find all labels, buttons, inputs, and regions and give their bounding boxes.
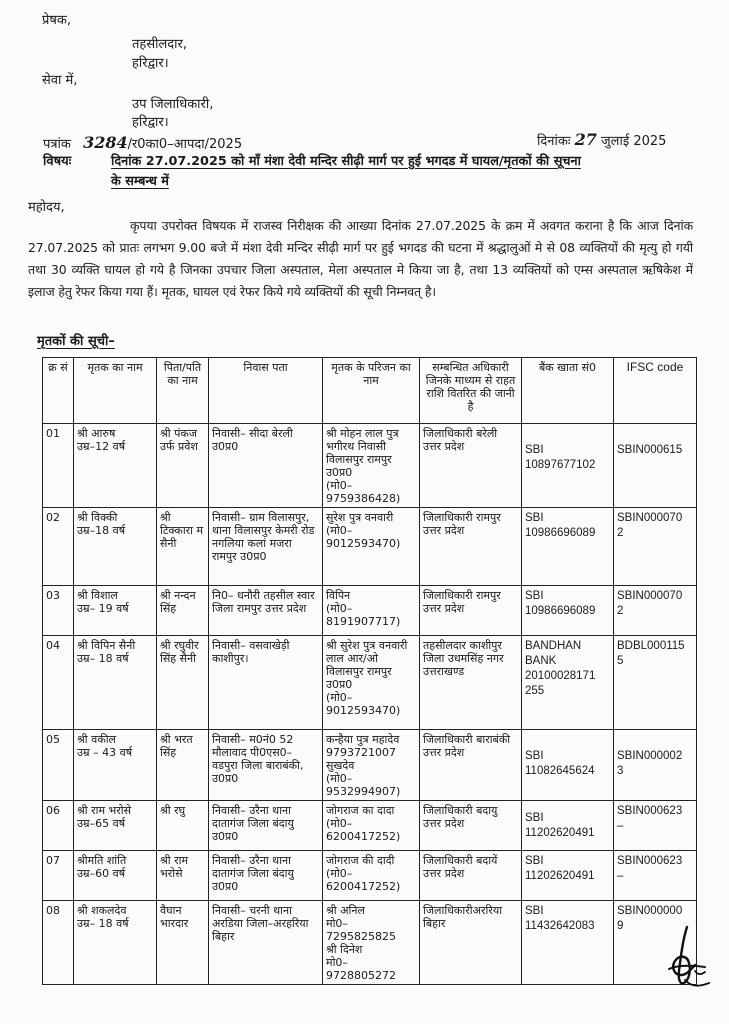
cell-sn: 05 (43, 730, 74, 801)
cell-ifsc: SBIN000070 2 (614, 508, 697, 586)
header-sn: क्र सं (43, 358, 74, 424)
from-name: तहसीलदार, (132, 37, 188, 52)
table-row (43, 508, 697, 586)
to-label: सेवा में, (42, 73, 78, 88)
cell-sn: 08 (43, 901, 74, 985)
signature-image (665, 925, 715, 995)
subject-line-1: दिनांक 27.07.2025 को माँ मंशा देवी मन्दिर सीढ़ी मार्ग पर हुई भगदड में घायल/मृतकों की सूचना (111, 154, 581, 169)
letter-date (537, 131, 666, 150)
cell-officer: जिलाधिकारी बदायु उत्तर प्रदेश (420, 801, 522, 851)
cell-ifsc: SBIN000623 – (614, 851, 697, 901)
cell-relative: श्री मोहन लाल पुत्र भगीरथ निवासी विलासपुर रामपुर उ0प्र0 (मो0–9759386428) (323, 424, 420, 508)
cell-officer: तहसीलदार काशीपुर जिला उधमसिंह नगर उत्तराखण्ड (420, 636, 522, 730)
table-row (43, 730, 697, 801)
date-suffix: जुलाई 2025 (601, 134, 667, 149)
cell-father: श्री राम भरोसे (157, 851, 209, 901)
cell-name: श्रीमति शांति उम्र–60 वर्ष (74, 851, 157, 901)
cell-sn: 04 (43, 636, 74, 730)
cell-father: श्री नन्दन सिंह (157, 586, 209, 636)
table-row (43, 636, 697, 730)
cell-address: निवासी– म0नं0 52 मौलावाद पी0एस0– वडपुरा जिला बाराबंकी, उ0प्र0 (209, 730, 323, 801)
subject-line-2: के सम्बन्ध में (111, 174, 169, 189)
cell-sn: 01 (43, 424, 74, 508)
body-paragraph: कृपया उपरोक्त विषयक में राजस्व निरीक्षक की आख्या दिनांक 27.07.2025 के क्रम में अवगत कराना है कि आज दिनांक 27.07.2025 को प्रातः लगभग 9.00 बजे में मंशा देवी मन्दिर सीढ़ी मार्ग पर हुई भगदड की घटना में श्रद्धालुओं मे से 08 व्यक्तियों की मृत्यु हो गयी तथा 30 व्यक्ति घायल हो गये है जिनका उपचार जिला अस्पताल, मेला अस्पताल मे किया जा है, तथा 13 व्यक्तियों को एम्स अस्पताल ऋषिकेश में इलाज हेतु रेफर किया गया हैं। मृतक, घायल एवं रेफर किये गये व्यक्तियों की सूची निम्नवत् है। (28, 218, 693, 299)
cell-father: श्री रघुवीर सिंह सैनी (157, 636, 209, 730)
header-name: मृतक का नाम (74, 358, 157, 424)
cell-bank: BANDHAN BANK 20100028171 255 (522, 636, 614, 730)
cell-ifsc: SBIN000000 9 (614, 901, 697, 985)
table-row (43, 901, 697, 985)
cell-address: निवासी– उरैना थाना दातागंज जिला बंदायु उ0प्र0 (209, 851, 323, 901)
date-label: दिनांकः (537, 134, 571, 149)
cell-address: निवासी– उरैना थाना दातागंज जिला बंदायु उ0प्र0 (209, 801, 323, 851)
table-row (43, 801, 697, 851)
cell-relative: श्री सुरेश पुत्र वनवारी लाल आर/ओ विलासपुर रामपुर उ0प्र0 (मो0–9012593470) (323, 636, 420, 730)
table-row (43, 586, 697, 636)
cell-address: निवासी– चरनी थाना अरडिया जिला–अरहरिया बिहार (209, 901, 323, 985)
list-title: मृतकों की सूची– (37, 334, 115, 349)
cell-father: श्री टिक्कारा म सैनी (157, 508, 209, 586)
cell-name: श्री राम भरोसे उम्र–65 वर्ष (74, 801, 157, 851)
table-header-row (43, 358, 697, 424)
table-row (43, 424, 697, 508)
cell-relative: जोगराज का दादा (मो0– 6200417252) (323, 801, 420, 851)
header-address: निवास पता (209, 358, 323, 424)
header-father: पिता/पति का नाम (157, 358, 209, 424)
cell-father: वैघान भारदार (157, 901, 209, 985)
reference-suffix: /र0का0–आपदा/2025 (127, 137, 243, 152)
cell-address: नि0– धनौरी तहसील स्वार जिला रामपुर उत्तर प्रदेश (209, 586, 323, 636)
cell-sn: 06 (43, 801, 74, 851)
cell-name: श्री विशाल उम्र– 19 वर्ष (74, 586, 157, 636)
cell-ifsc: BDBL000115 5 (614, 636, 697, 730)
cell-bank: SBI 10986696089 (522, 586, 614, 636)
cell-officer: जिलाधिकारी बरेली उत्तर प्रदेश (420, 424, 522, 508)
cell-father: श्री पंकज उर्फ प्रवेश (157, 424, 209, 508)
cell-officer: जिलाधिकारीअररिया बिहार (420, 901, 522, 985)
cell-officer: जिलाधिकारी रामपुर उत्तर प्रदेश (420, 508, 522, 586)
to-place: हरिद्वार। (132, 115, 169, 130)
cell-ifsc: SBIN000623 – (614, 801, 697, 851)
cell-bank: SBI 10897677102 (522, 424, 614, 508)
header-relative: मृतक के परिजन का नाम (323, 358, 420, 424)
cell-address: निवासी– वसवाखेड़ी काशीपुर। (209, 636, 323, 730)
cell-sn: 02 (43, 508, 74, 586)
cell-name: श्री शकलदेव उम्र– 18 वर्ष (74, 901, 157, 985)
cell-ifsc: SBIN000070 2 (614, 586, 697, 636)
cell-name: श्री वकील उम्र – 43 वर्ष (74, 730, 157, 801)
cell-father: श्री भरत सिंह (157, 730, 209, 801)
to-name: उप जिलाधिकारी, (132, 97, 214, 112)
cell-sn: 03 (43, 586, 74, 636)
cell-name: श्री विक्की उम्र–18 वर्ष (74, 508, 157, 586)
cell-ifsc: SBIN000615 (614, 424, 697, 508)
cell-father: श्री रघु (157, 801, 209, 851)
cell-bank: SBI 11432642083 (522, 901, 614, 985)
cell-bank: SBI 10986696089 (522, 508, 614, 586)
cell-bank: SBI 11082645624 (522, 730, 614, 801)
cell-name: श्री विपिन सैनी उम्र– 18 वर्ष (74, 636, 157, 730)
salutation: महोदय, (28, 200, 65, 215)
header-bank: बैंक खाता सं0 (522, 358, 614, 424)
deceased-table (42, 357, 697, 985)
cell-relative: विपिन (मो0– 8191907717) (323, 586, 420, 636)
date-handwritten: 27 (574, 130, 597, 149)
reference-handwritten: 3284 (83, 133, 128, 152)
header-ifsc: IFSC code (614, 358, 697, 424)
cell-ifsc: SBIN000002 3 (614, 730, 697, 801)
table-row (43, 851, 697, 901)
reference-label: पत्रांक (43, 137, 71, 152)
cell-officer: जिलाधिकारी रामपुर उत्तर प्रदेश (420, 586, 522, 636)
cell-relative: कन्हैया पुत्र महादेव 9793721007 सुखदेव (मो0–9532994907) (323, 730, 420, 801)
from-label: प्रेषक, (42, 13, 72, 28)
cell-sn: 07 (43, 851, 74, 901)
cell-relative: सुरेश पुत्र वनवारी (मो0–9012593470) (323, 508, 420, 586)
cell-name: श्री आरुष उम्र–12 वर्ष (74, 424, 157, 508)
subject-label: विषयः (43, 154, 72, 169)
cell-relative: श्री अनिल मो0–7295825825 श्री दिनेश मो0–9728805272 (323, 901, 420, 985)
cell-officer: जिलाधिकारी बदायें उत्तर प्रदेश (420, 851, 522, 901)
from-place: हरिद्वार। (132, 56, 169, 71)
cell-bank: SBI 11202620491 (522, 851, 614, 901)
cell-address: निवासी– सीदा बेरली उ0प्र0 (209, 424, 323, 508)
cell-relative: जोगराज की दादी (मो0– 6200417252) (323, 851, 420, 901)
header-officer: सम्बन्धित अधिकारी जिनके माध्यम से राहत राशि वितरित की जानी है (420, 358, 522, 424)
cell-officer: जिलाधिकारी बाराबंकी उत्तर प्रदेश (420, 730, 522, 801)
cell-bank: SBI 11202620491 (522, 801, 614, 851)
reference-number (43, 134, 242, 153)
cell-address: निवासी– ग्राम विलासपुर, थाना विलासपुर केमरी रोड नगलिया कलां मजरा रामपुर उ0प्र0 (209, 508, 323, 586)
